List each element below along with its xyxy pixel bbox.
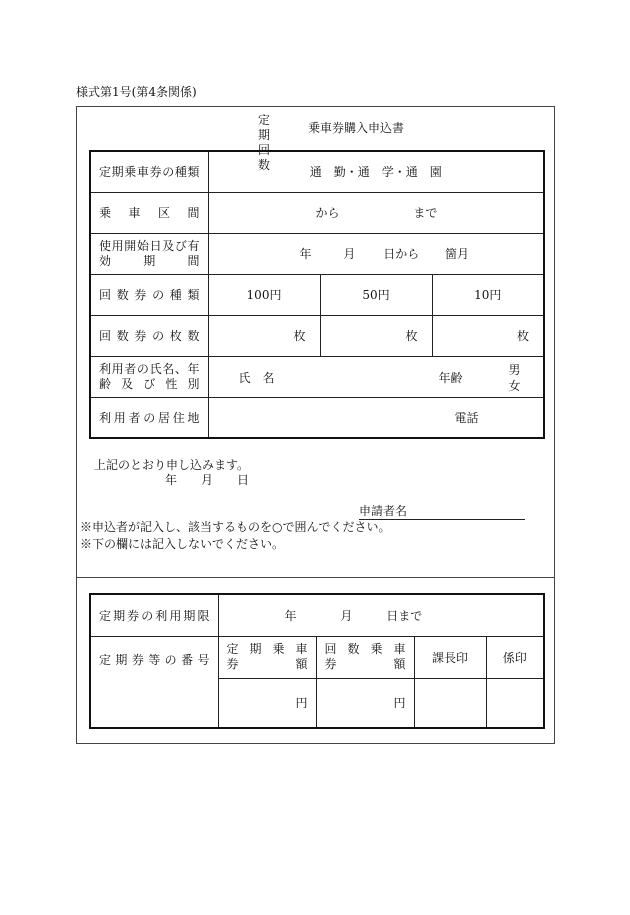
label-number: 定期券等の番号 — [90, 636, 218, 728]
coupon-50[interactable]: 50円 — [320, 274, 432, 315]
title-coupon: 回数 — [258, 143, 279, 172]
count-50[interactable]: 枚 — [320, 315, 432, 356]
office-use-table — [89, 593, 545, 729]
label-coupon-count: 回数券の枚数 — [90, 315, 208, 356]
chief-seal-header: 課長印 — [414, 636, 486, 678]
row-number-header — [90, 636, 544, 678]
period-until: 日まで — [386, 608, 423, 623]
period-field[interactable] — [218, 594, 544, 636]
user-age: 年齢 — [438, 370, 463, 385]
row-route — [90, 192, 544, 233]
chief-seal-box[interactable] — [414, 678, 486, 728]
label-user: 利用者の氏名、年 齢及び性別 — [90, 356, 208, 397]
route-from: から — [315, 206, 340, 220]
note-circle: ※申込者が記入し、該当するものを○で囲んでください。 — [80, 520, 391, 534]
start-day-from: 日から — [383, 247, 420, 261]
phone-label: 電話 — [454, 410, 479, 425]
row-ticket-type — [90, 151, 544, 192]
label-ticket-type: 定期乗車券の種類 — [90, 151, 208, 192]
application-table — [89, 150, 545, 439]
count-100[interactable]: 枚 — [208, 315, 320, 356]
commuter-amount-header: 定期乗車 券額 — [218, 636, 316, 678]
label-address: 利用者の居住地 — [90, 397, 208, 438]
coupon-amount-field[interactable]: 円 — [316, 678, 414, 728]
period-month: 月 — [340, 608, 353, 623]
note-office-use: ※下の欄には記入しないでください。 — [80, 537, 285, 551]
coupon-10[interactable]: 10円 — [432, 274, 544, 315]
route-field[interactable] — [208, 192, 544, 233]
period-year: 年 — [284, 608, 297, 623]
statement: 上記のとおり申し込みます。 — [94, 458, 250, 472]
label-start-period: 使用開始日及び有 効期間 — [90, 233, 208, 274]
gender-female[interactable]: 女 — [508, 378, 521, 393]
valid-months: 箇月 — [445, 247, 470, 261]
row-start-period — [90, 233, 544, 274]
staff-seal-header: 係印 — [486, 636, 544, 678]
application-date[interactable]: 年 月 日 — [165, 473, 250, 487]
start-period-field[interactable] — [208, 233, 544, 274]
title-commuter: 定期 — [258, 113, 279, 142]
label-coupon-type: 回数券の種類 — [90, 274, 208, 315]
start-month: 月 — [343, 247, 356, 261]
count-10[interactable]: 枚 — [432, 315, 544, 356]
gender-male[interactable]: 男 — [508, 362, 521, 377]
row-coupon-count — [90, 315, 544, 356]
user-name: 氏 名 — [238, 370, 275, 385]
applicant-name[interactable]: 申請者名 — [359, 502, 525, 520]
label-period: 定期券の利用期限 — [90, 594, 218, 636]
staff-seal-box[interactable] — [486, 678, 544, 728]
section-divider — [77, 577, 554, 578]
row-address — [90, 397, 544, 438]
coupon-amount-header: 回数乗車 券額 — [316, 636, 414, 678]
coupon-100[interactable]: 100円 — [208, 274, 320, 315]
user-field[interactable] — [208, 356, 544, 397]
row-period — [90, 594, 544, 636]
title-main: 乗車券購入申込書 — [308, 121, 405, 135]
row-user — [90, 356, 544, 397]
start-year: 年 — [299, 247, 312, 261]
label-route: 乗車区間 — [90, 192, 208, 233]
ticket-type-options[interactable]: 通 勤・通 学・通 園 — [208, 151, 544, 192]
route-to: まで — [413, 206, 438, 220]
form-id: 様式第1号(第4条関係) — [76, 85, 197, 99]
address-field[interactable] — [208, 397, 544, 438]
commuter-amount-field[interactable]: 円 — [218, 678, 316, 728]
row-coupon-type — [90, 274, 544, 315]
